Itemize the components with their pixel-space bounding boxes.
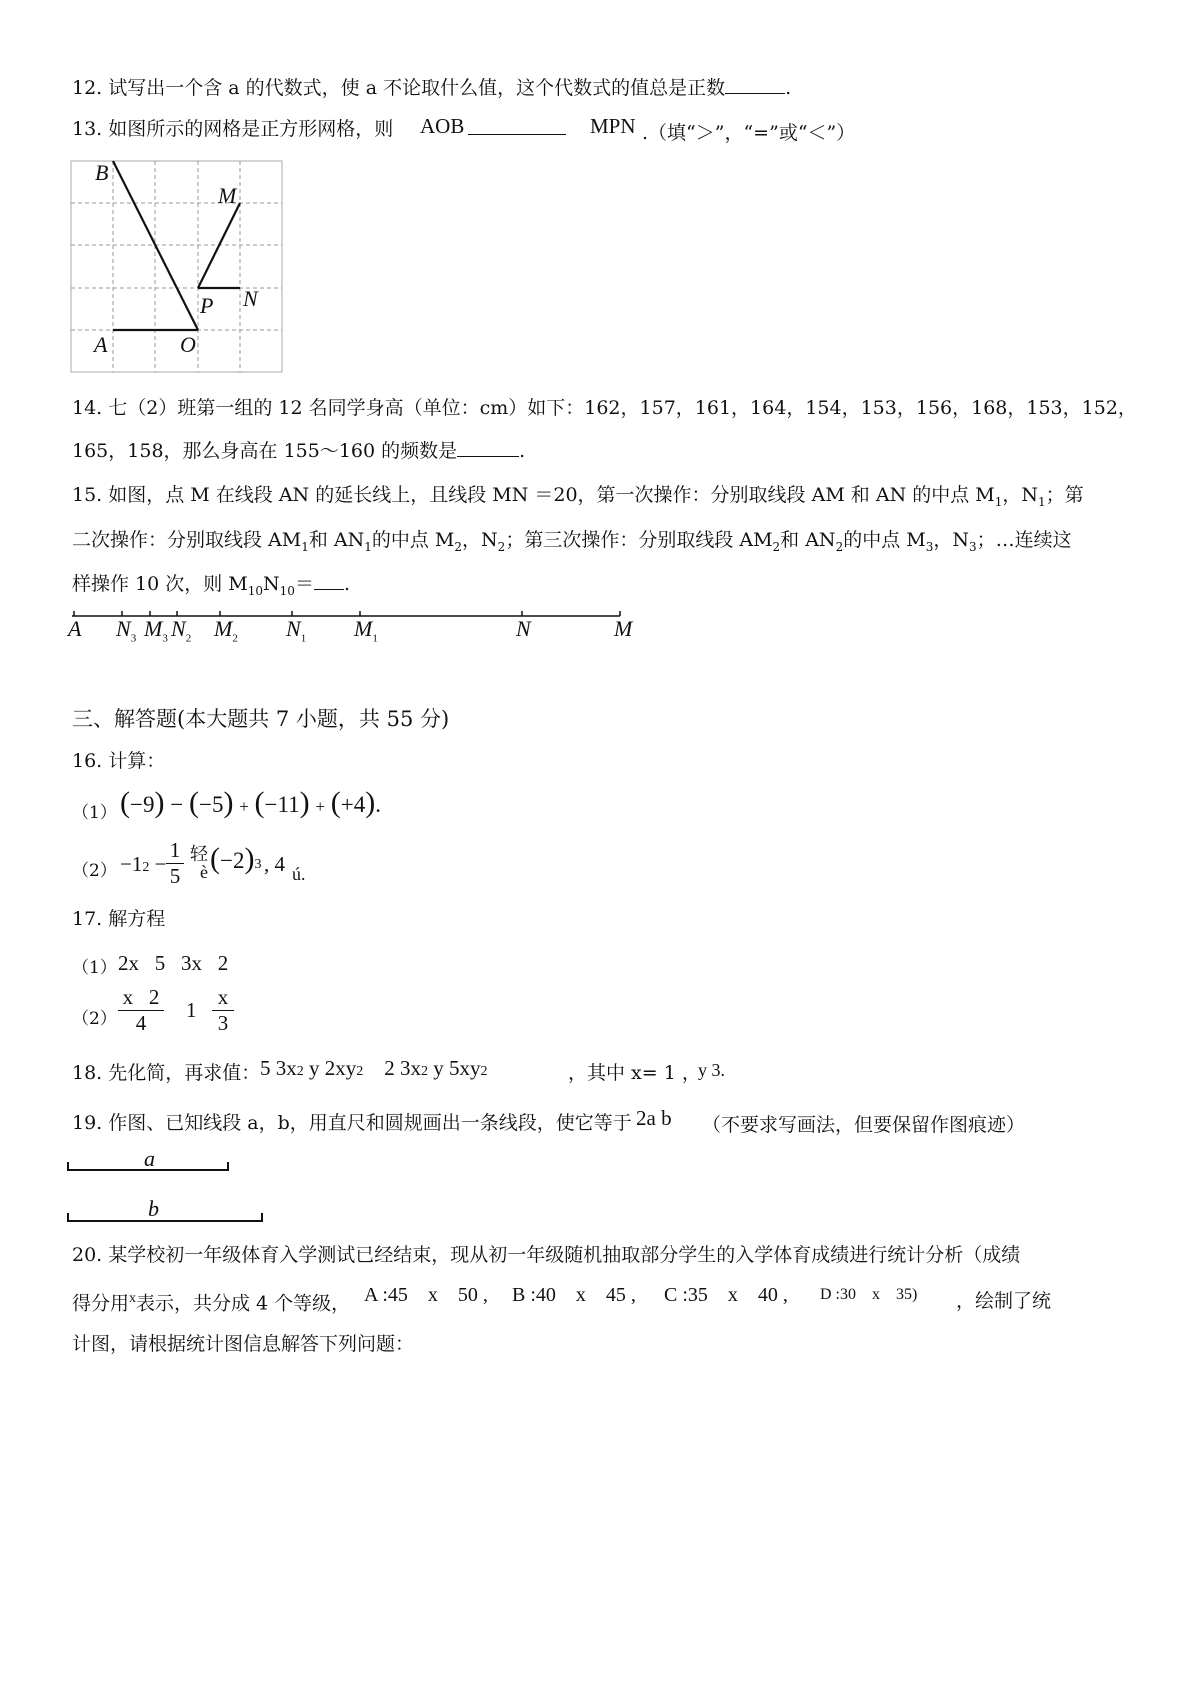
question-17-title: 17. 解方程 xyxy=(72,908,166,930)
question-15-line2: 二次操作：分别取线段 $AM_1$和 $AN_1$的中点 $M_2$，$N_2$；第三次操作：分别取线段 $AM_2$和 $AN_2$的中点 $M_3$，$N_3$；…连续这 xyxy=(72,529,1072,554)
q18-condition: ，其中 x= 1 ， xyxy=(568,1062,701,1084)
question-15-line3: 样操作 10 次，则 $M_{10}N_{10}=$ . xyxy=(72,573,351,598)
q16-part2-expression: −12 − xyxy=(120,852,167,876)
question-16-title: 16. 计算： xyxy=(72,750,166,772)
segment-b xyxy=(66,1211,266,1225)
question-15-line1: 15. 如图，点 M 在线段 AN 的延长线上，且线段 MN ＝20，第一次操作：分别取线段 AM 和 AN 的中点 $M_1$，$N_1$；第 xyxy=(72,484,1084,509)
segment-point-label: A xyxy=(68,616,82,641)
q16-bracket-under: è xyxy=(200,862,208,882)
question-14-line2 xyxy=(72,438,525,464)
q18-expression: 5 3x2 y 2xy2 2 3x2 y 5xy2 xyxy=(260,1056,488,1080)
angle-aob: AOB xyxy=(420,114,465,138)
angle-mpn: MPN xyxy=(590,114,636,138)
answer-blank-13 xyxy=(468,118,566,140)
question-14-tail: . xyxy=(519,440,526,462)
q16-part2-tail: , 4 xyxy=(264,852,285,876)
question-13-prefix: 13. 如图所示的网格是正方形网格，则 xyxy=(72,118,394,140)
section-3-heading: 三、解答题(本大题共 7 小题，共 55 分) xyxy=(72,707,450,731)
answer-blank-14 xyxy=(457,456,519,457)
label-segment-b: b xyxy=(148,1196,159,1221)
q17-middle: 1 xyxy=(186,998,197,1022)
q16-part1-expression: (−9) − (−5) + (−11) + (+4). xyxy=(120,786,381,819)
q16-part2-power: (−2)3 xyxy=(210,842,262,875)
label-n: N xyxy=(243,286,258,311)
segment-point-label: $N_1$ xyxy=(286,616,307,645)
grade-a: A :45 x 50 , xyxy=(364,1284,488,1306)
segment-point-label: M xyxy=(614,616,633,641)
label-o: O xyxy=(180,332,196,357)
q17-part1-label: （1） xyxy=(72,958,117,978)
question-20-line2-tail: ，绘制了统 xyxy=(956,1290,1052,1312)
segment-point-label: $M_1$ xyxy=(354,616,378,645)
segment-point-label: N xyxy=(516,616,531,641)
label-segment-a: a xyxy=(144,1146,155,1171)
grade-d: D :30 x 35) xyxy=(820,1286,918,1303)
answer-blank xyxy=(725,93,785,94)
segment-point-label: $N_2$ xyxy=(171,616,192,645)
label-p: P xyxy=(200,293,214,318)
segment-point-label: $M_2$ xyxy=(214,616,238,645)
question-13-suffix: .（填“＞”，“=”或“＜”） xyxy=(642,122,856,144)
question-12 xyxy=(72,75,791,101)
question-12-text: 12. 试写出一个含 a 的代数式，使 a 不论取什么值，这个代数式的值总是正数 xyxy=(72,77,726,99)
segment-point-label: $N_3$ xyxy=(116,616,137,645)
grade-b: B :40 x 45 , xyxy=(512,1284,636,1306)
q17-part1-equation: 2x 5 3x 2 xyxy=(118,951,229,975)
label-b: B xyxy=(95,160,109,185)
grade-c: C :35 x 40 , xyxy=(664,1284,788,1306)
q18-y-value: y 3. xyxy=(698,1060,725,1080)
question-13 xyxy=(72,116,393,142)
question-18-prefix: 18. 先化简，再求值： xyxy=(72,1062,261,1084)
question-14-line1: 14. 七（2）班第一组的 12 名同学身高（单位：cm）如下：162，157，161，164，154，153，156，168，153，152， xyxy=(72,397,1137,419)
q16-part2-bracket: 轻 xyxy=(190,844,208,864)
question-19: 19. 作图、已知线段 a，b，用直尺和圆规画出一条线段，使它等于 xyxy=(72,1112,632,1134)
answer-blank-15 xyxy=(314,589,344,590)
q17-fraction-2: $\frac{x}{3}$ xyxy=(212,985,234,1036)
q19-expression: 2a b xyxy=(636,1106,672,1130)
label-m: M xyxy=(218,183,237,208)
q17-fraction-1: $\frac{x 2}{4}$ xyxy=(118,985,164,1036)
q17-part2-label: （2） xyxy=(72,1009,117,1029)
q16-fraction: $\frac{1}{5}$ xyxy=(166,838,184,889)
question-20-line3: 计图，请根据统计图信息解答下列问题： xyxy=(72,1333,415,1355)
question-20-line2: 得分用$^x$表示，共分成 4 个等级， xyxy=(72,1291,351,1315)
label-a: A xyxy=(94,332,108,357)
question-12-tail: . xyxy=(785,77,792,99)
q16-part2-label: （2） xyxy=(72,861,117,881)
question-14-text: 165，158，那么身高在 155～160 的频数是 xyxy=(72,440,458,462)
q16-part1-label: （1） xyxy=(72,803,117,823)
segment-point-label: $M_3$ xyxy=(144,616,168,645)
question-20-line1: 20. 某学校初一年级体育入学测试已经结束，现从初一年级随机抽取部分学生的入学体育成绩进行统计分析（成绩 xyxy=(72,1244,1021,1266)
q16-part2-end: ú. xyxy=(292,864,306,884)
q19-tail: （不要求写画法，但要保留作图痕迹） xyxy=(702,1114,1026,1136)
